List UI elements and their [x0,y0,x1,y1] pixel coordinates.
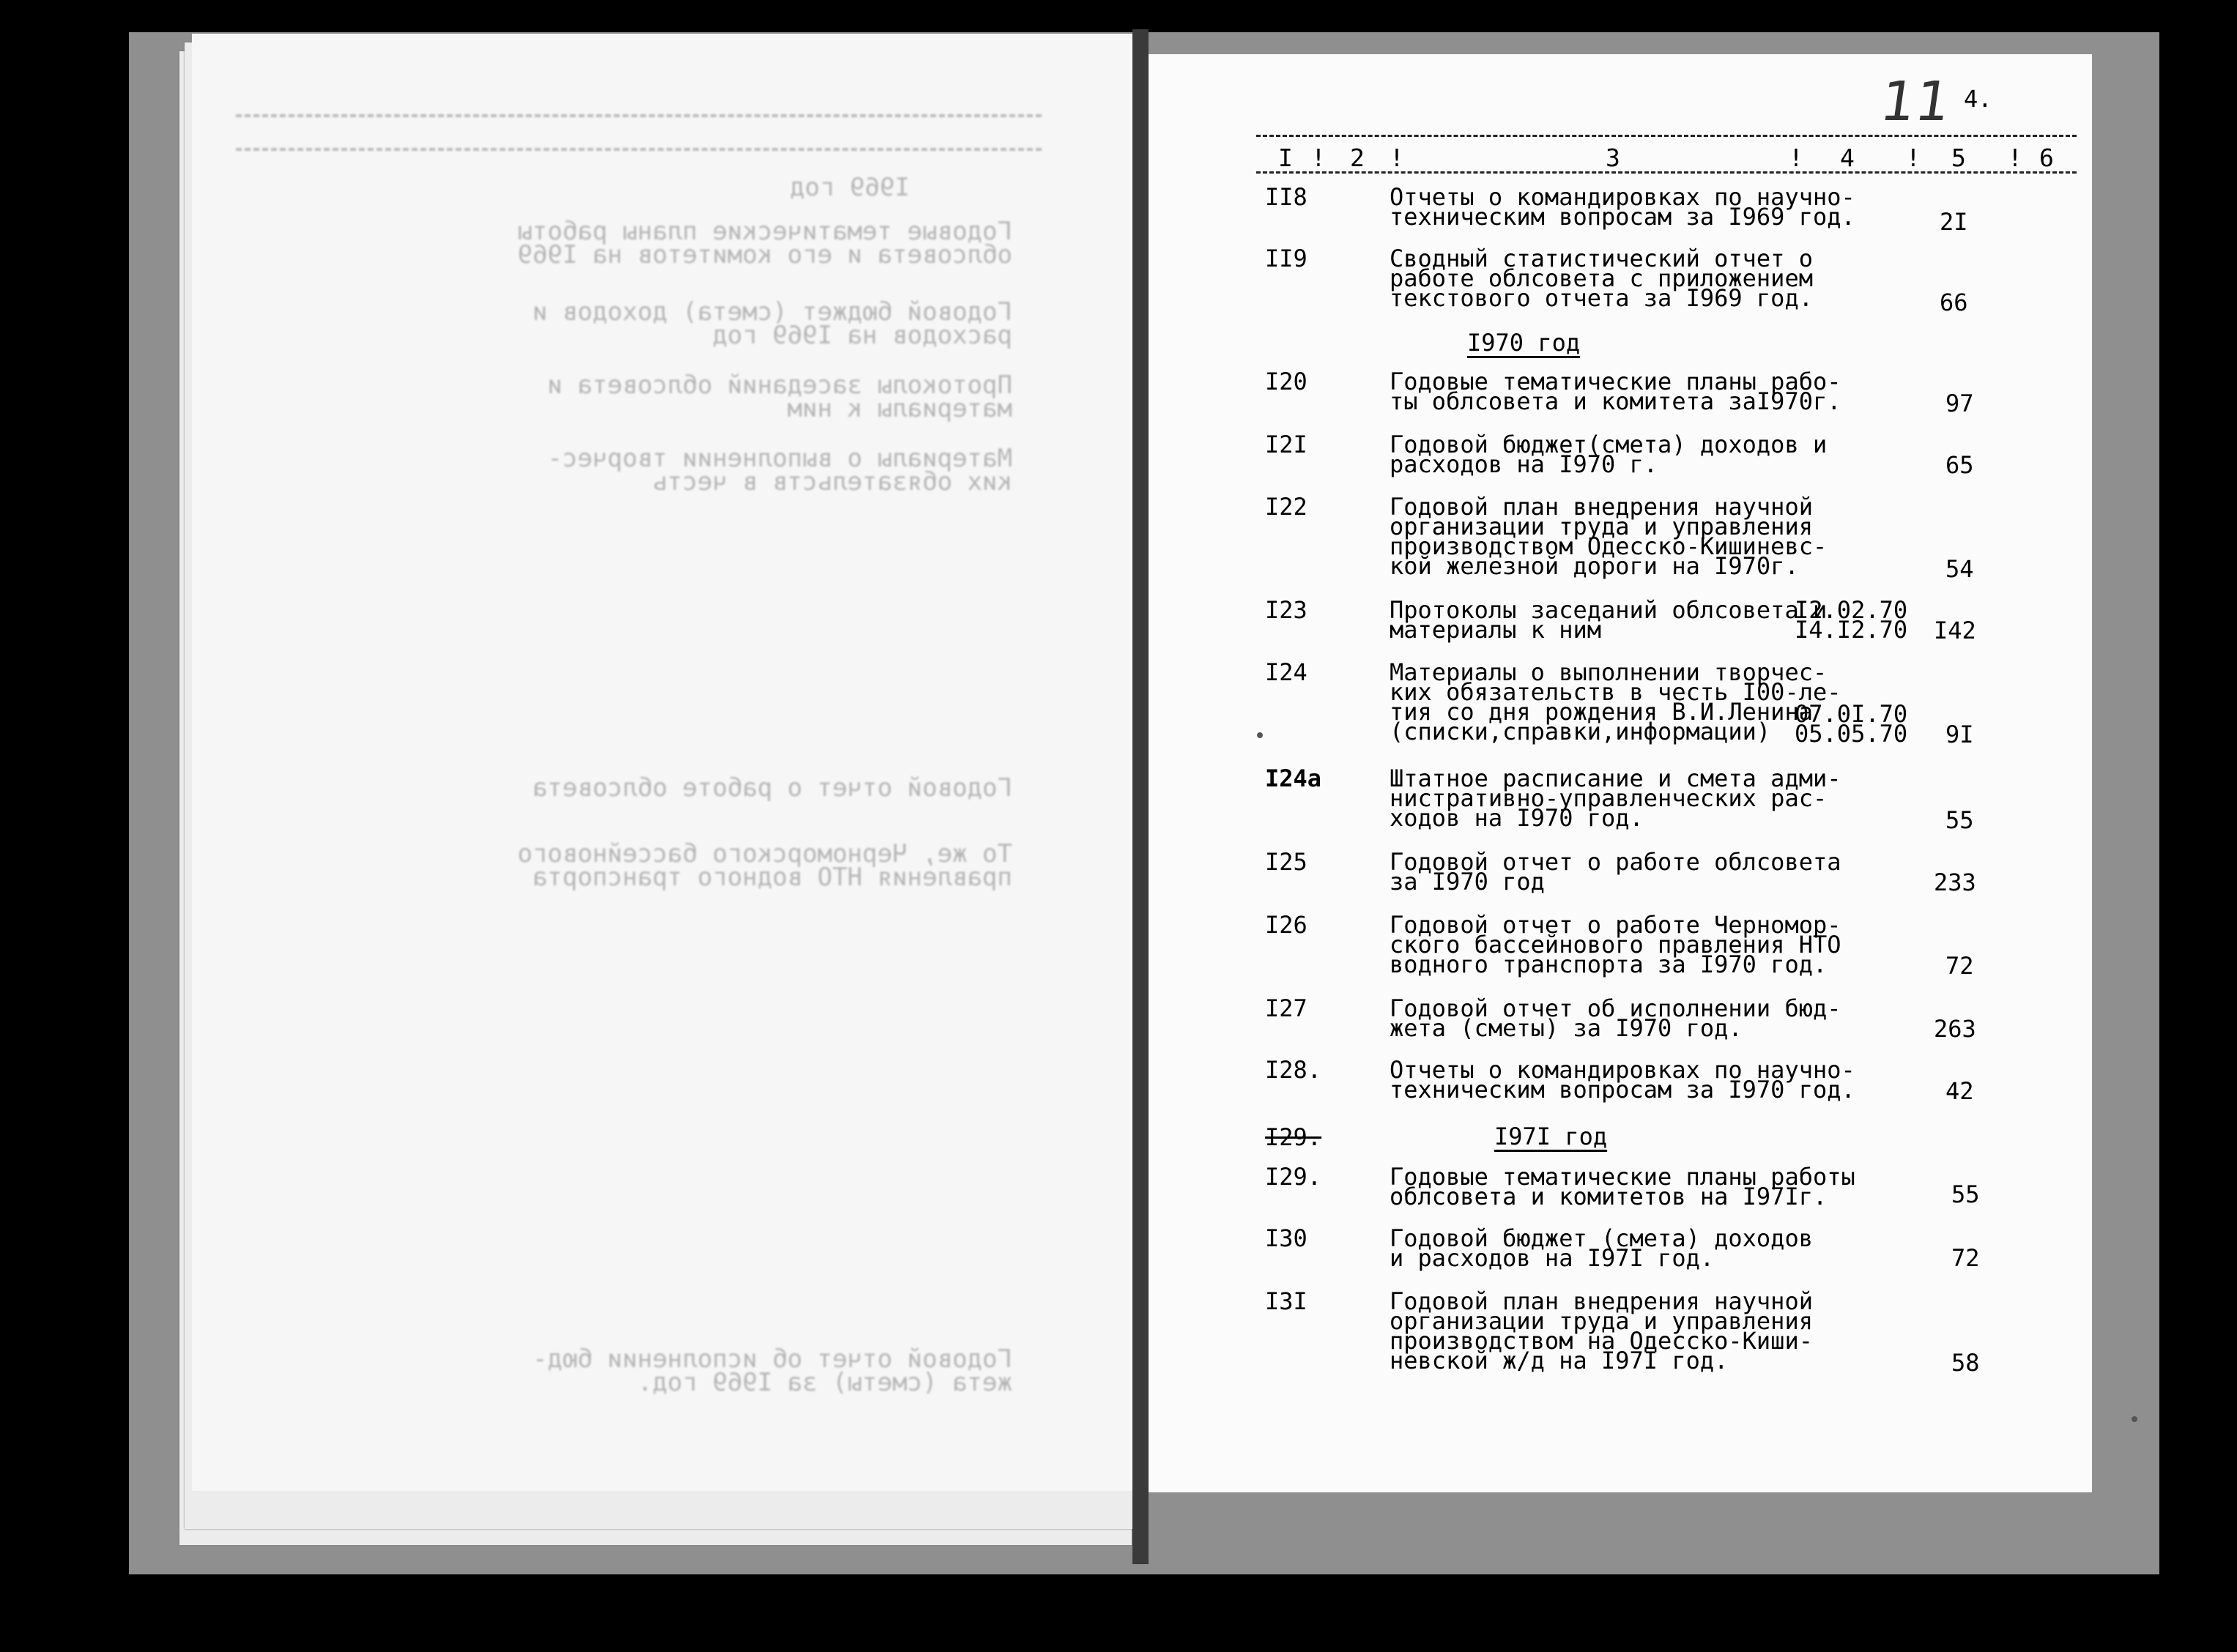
row-number: II9 [1265,245,1307,272]
row-sheets: 263 [1934,1015,1976,1043]
bleed-line: Материалы о выполнении творчес- [547,444,1012,473]
row-number: I29. [1265,1163,1322,1191]
row-number: I22 [1265,493,1307,521]
column-separator: ! [2008,144,2022,172]
column-header-1: I [1278,144,1293,172]
column-header-5: 5 [1951,144,1966,172]
column-header-3: 3 [1606,144,1620,172]
bleed-rule [236,148,1042,151]
row-dates: 07.0I.70 05.05.70 [1795,700,1908,748]
bleed-line: расходов на I969 год [712,321,1012,350]
bleed-through-text [192,34,1144,1491]
bleed-line: Годовой отчет о работе облсовета [532,773,1012,803]
staple-hole [2132,1416,2137,1422]
row-sheets: 2I [1940,208,1968,236]
row-title: Годовой бюджет (смета) доходов и расходов на I97I год. [1390,1224,1813,1272]
row-title: Штатное расписание и смета адми- нистративно-управленческих рас- ходов на I970 год. [1390,764,1841,832]
row-sheets: 42 [1945,1077,1974,1105]
row-title: Годовой отчет о работе Черномор- ского бассейнового правления НТО водного транспорта за I970 год. [1390,911,1841,978]
bleed-line: Годовой отчет об исполнении бюд- [532,1344,1012,1374]
book-spine [1132,29,1149,1564]
column-separator: ! [1906,144,1921,172]
header-top-rule [1256,135,2077,137]
row-title: Протоколы заседаний облсовета и материалы к ним [1390,596,1828,644]
left-page [192,34,1144,1491]
row-sheets: 9I [1945,721,1974,748]
bleed-line: ких обязательств в честь [652,467,1012,496]
bleed-line: Протоколы заседаний облсовета и [547,371,1012,400]
row-sheets: 97 [1945,390,1974,417]
row-title: Материалы о выполнении творчес- ких обязательств в честь I00-ле- тия со дня рождения В.И.Ленина (списки,справки,информации) [1390,658,1841,745]
bleed-line: правления НТО водного транспорта [532,863,1012,892]
row-number: I24 [1265,658,1307,686]
row-sheets: 55 [1951,1180,1980,1208]
row-title: Годовой бюджет(смета) доходов и расходов на I970 г. [1390,431,1828,478]
row-number: II8 [1265,183,1307,211]
row-sheets: 72 [1951,1244,1980,1272]
handwritten-page-mark: 11 [1876,70,1955,133]
bleed-line: Годовой бюджет (смета) доходов и [532,297,1012,327]
row-title: Сводный статистический отчет о работе облсовета с приложением текстового отчета за I969 год. [1390,245,1813,312]
row-sheets: 72 [1945,952,1974,980]
bleed-line: Годовые тематические планы работы [517,217,1012,246]
row-sheets: I42 [1934,617,1976,644]
row-number: I20 [1265,368,1307,395]
bleed-line: жета (сметы) за I969 год. [637,1368,1012,1397]
row-title: Годовые тематические планы рабо- ты облсовета и комитета заI970г. [1390,368,1841,415]
page-number: 4. [1964,85,1992,113]
bleed-line: I969 год [790,173,910,202]
column-separator: ! [1311,144,1326,172]
row-number: I27 [1265,994,1307,1022]
row-title: Годовые тематические планы работы облсовета и комитетов на I97Iг. [1390,1163,1855,1210]
struck-row-number: I29. [1265,1123,1322,1151]
bleed-rule [236,114,1042,117]
row-sheets: 233 [1934,868,1976,896]
year-heading: I97I год [1494,1123,1608,1150]
row-number: I3I [1265,1287,1307,1315]
row-title: Отчеты о командировках по научно- техническим вопросам за I970 год. [1390,1056,1855,1104]
row-sheets: 65 [1945,451,1974,479]
row-sheets: 54 [1945,555,1974,583]
bleed-line: То же, Черноморского бассейнового [517,839,1012,868]
bleed-line: облсовета и его комитетов на I969 [517,240,1012,269]
row-title: Годовой план внедрения научной организации труда и управления производством Одесско-Кишиневс- кой железной дороги на I970г. [1390,493,1828,580]
row-sheets: 55 [1945,806,1974,834]
column-separator: ! [1789,144,1803,172]
column-header-4: 4 [1840,144,1855,172]
column-header-2: 2 [1350,144,1365,172]
bleed-line: материалы к ним [787,394,1012,423]
row-number: I28. [1265,1056,1322,1084]
row-sheets: 66 [1940,289,1968,316]
row-number: I24а [1265,764,1322,792]
row-title: Отчеты о командировках по научно- техническим вопросам за I969 год. [1390,183,1855,231]
year-heading: I970 год [1467,329,1581,357]
row-number: I23 [1265,596,1307,624]
row-number: I2I [1265,431,1307,458]
staple-hole [1257,732,1263,738]
row-title: Годовой отчет о работе облсовета за I970 год [1390,848,1841,896]
row-number: I26 [1265,911,1307,939]
row-title: Годовой план внедрения научной организации труда и управления производством на Одесско-Киши- невской ж/д на I97I год. [1390,1287,1813,1374]
row-number: I25 [1265,848,1307,876]
row-title: Годовой отчет об исполнении бюд- жета (сметы) за I970 год. [1390,994,1841,1042]
row-dates: I2.02.70 I4.I2.70 [1795,596,1908,644]
column-separator: ! [1390,144,1404,172]
row-sheets: 58 [1951,1349,1980,1377]
row-number: I30 [1265,1224,1307,1252]
column-header-6: 6 [2039,144,2054,172]
